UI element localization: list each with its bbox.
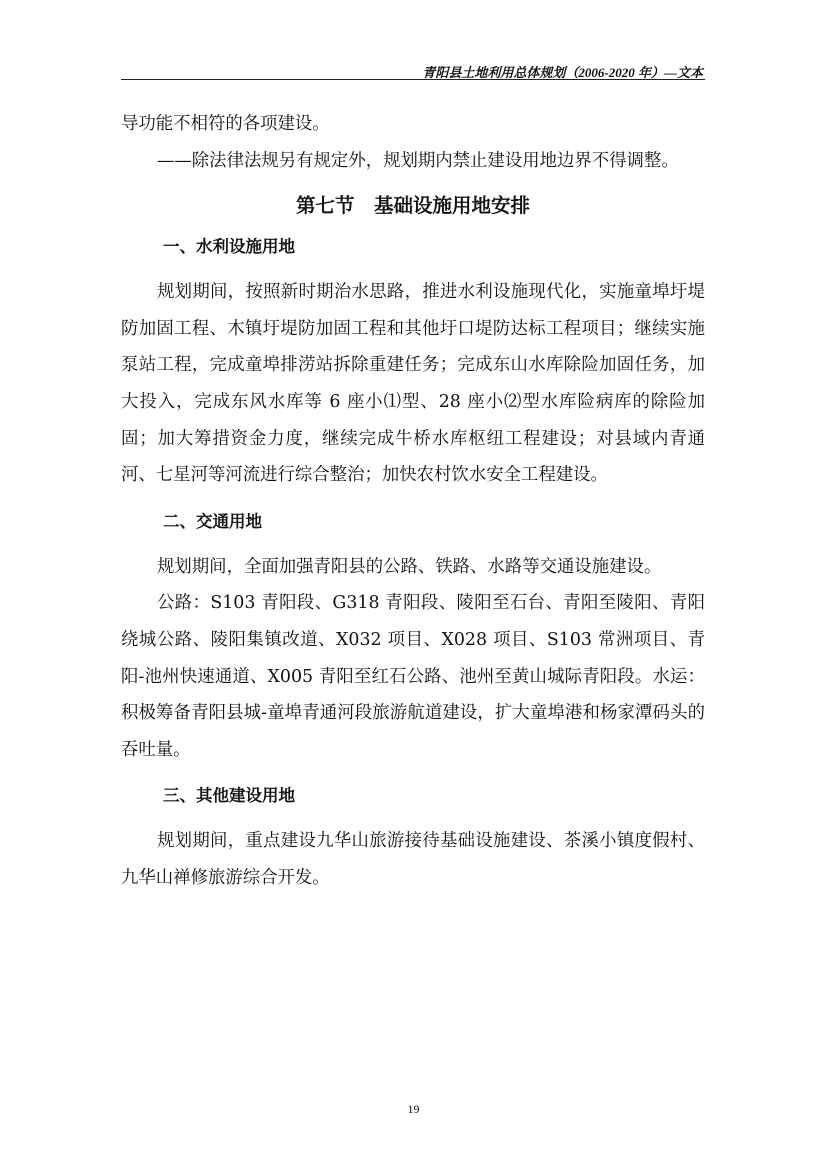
rule-item-paragraph: ——除法律法规另有规定外，规划期内禁止建设用地边界不得调整。: [157, 150, 679, 171]
subsection-heading: 一、水利设施用地: [163, 237, 295, 257]
document-header-title: 青阳县土地利用总体规划（2006-2020 年）—文本: [422, 65, 703, 80]
body-paragraph: 公路：S103 青阳段、G318 青阳段、陵阳至石台、青阳至陵阳、青阳绕城公路、陵阳集镇改道、X032 项目、X028 项目、S103 常洲项目、青阳-池州快速通道、X005 青阳至红石公路、池州至黄山城际青阳段。水运：积极筹备青阳县城-童埠青通河段旅游航道建设，扩大童埠港和杨家潭码头的吞吐量。: [121, 593, 705, 760]
page-number: 19: [407, 1102, 420, 1116]
section-title: 第七节 基础设施用地安排: [295, 194, 530, 218]
body-paragraph: 规划期间，按照新时期治水思路，推进水利设施现代化，实施童埠圩堤防加固工程、木镇圩堤防加固工程和其他圩口堤防达标工程项目；继续实施泵站工程，完成童埠排涝站拆除重建任务；完成东山水库除险加固任务，加大投入，完成东风水库等 6 座小⑴型、28 座小⑵型水库险病库的除险加固；加大筹措资金力度，继续完成牛桥水库枢纽工程建设；对县域内青通河、七星河等河流进行综合整治；加快农村饮水安全工程建设。: [121, 282, 705, 486]
body-paragraph: 规划期间，全面加强青阳县的公路、铁路、水路等交通设施建设。: [157, 556, 662, 577]
subsection-water: [121, 229, 705, 494]
header-divider: [121, 79, 705, 80]
subsection-transport: [121, 504, 705, 769]
page-body: [121, 106, 705, 897]
subsection-heading: 二、交通用地: [163, 511, 262, 531]
continuation-paragraph: 导功能不相符的各项建设。: [121, 114, 330, 134]
body-paragraph: 规划期间，重点建设九华山旅游接待基础设施建设、茶溪小镇度假村、九华山禅修旅游综合开发。: [121, 831, 705, 888]
subsection-heading: 三、其他建设用地: [163, 786, 295, 806]
subsection-other: [121, 778, 705, 896]
